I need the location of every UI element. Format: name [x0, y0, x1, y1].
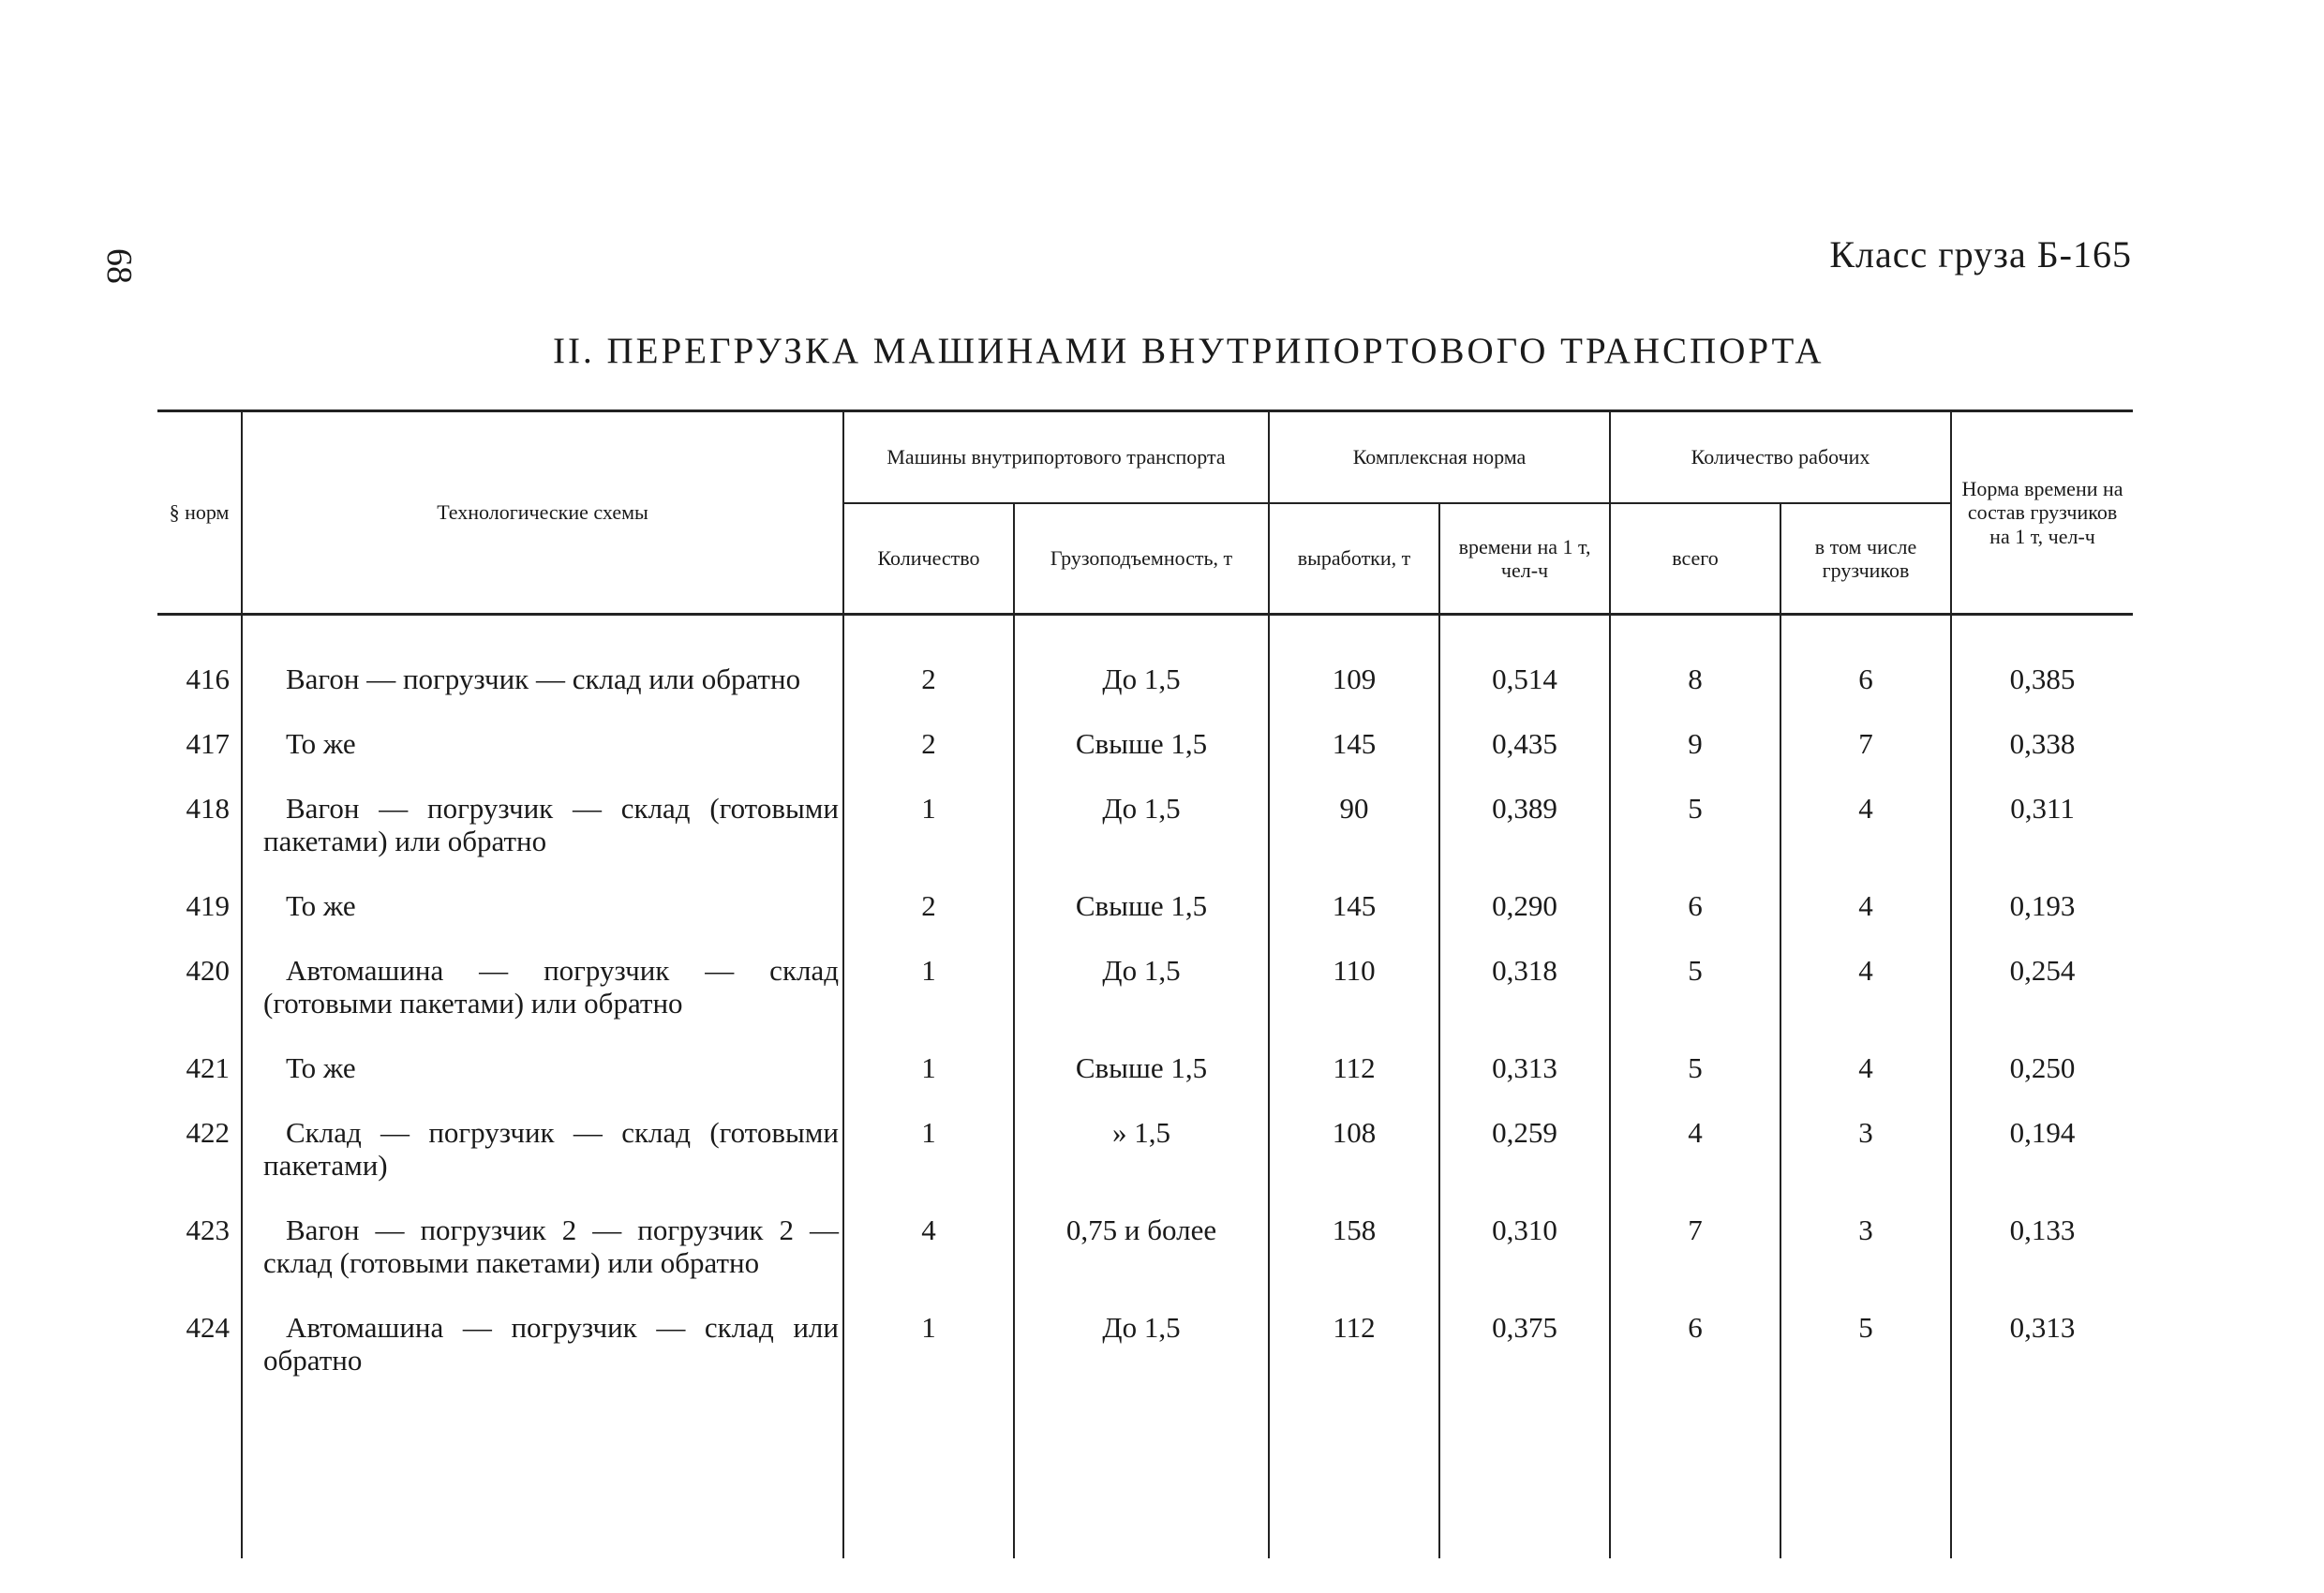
cell-time-norm: 0,133: [1951, 1204, 2133, 1302]
cell-output: 158: [1269, 1204, 1439, 1302]
cell-capacity: До 1,5: [1014, 782, 1269, 880]
cell-capacity: До 1,5: [1014, 1302, 1269, 1399]
header-scheme: Технологические схемы: [242, 411, 843, 615]
cell-scheme: То же: [242, 880, 843, 945]
cell-capacity: До 1,5: [1014, 945, 1269, 1042]
cell-time: 0,435: [1439, 718, 1610, 782]
cell-time-norm: 0,250: [1951, 1042, 2133, 1107]
cell-machines-count: 1: [843, 1302, 1014, 1399]
cell-time: 0,310: [1439, 1204, 1610, 1302]
cell-workers-total: 5: [1610, 945, 1780, 1042]
cell-workers-total: 7: [1610, 1204, 1780, 1302]
cell-machines-count: 1: [843, 782, 1014, 880]
cell-workers-loaders: 4: [1780, 945, 1951, 1042]
header-complex-time: времени на 1 т, чел-ч: [1439, 503, 1610, 615]
cargo-class-label: Класс груза Б-165: [1829, 233, 2132, 275]
cell-time-norm: 0,313: [1951, 1302, 2133, 1399]
cell-time: 0,375: [1439, 1302, 1610, 1399]
header-machines-group: Машины внутрипортового транспорта: [843, 411, 1269, 504]
cell-output: 145: [1269, 880, 1439, 945]
cell-output: 90: [1269, 782, 1439, 880]
cell-workers-loaders: 7: [1780, 718, 1951, 782]
cell-workers-total: 5: [1610, 782, 1780, 880]
cell-output: 112: [1269, 1302, 1439, 1399]
table-row: [157, 782, 2133, 880]
table-row: [157, 1042, 2133, 1107]
cell-time-norm: 0,338: [1951, 718, 2133, 782]
header-machines-count: Количество: [843, 503, 1014, 615]
cell-machines-count: 1: [843, 1042, 1014, 1107]
cell-norm-no: 423: [186, 1213, 230, 1247]
table-row: [157, 1302, 2133, 1399]
cell-workers-total: 8: [1610, 653, 1780, 718]
cell-workers-loaders: 4: [1780, 782, 1951, 880]
cell-workers-total: 4: [1610, 1107, 1780, 1204]
cell-norm-no: 422: [186, 1116, 230, 1150]
cell-output: 110: [1269, 945, 1439, 1042]
header-machines-capacity: Грузоподъемность, т: [1014, 503, 1269, 615]
header-workers-loaders: в том числе грузчиков: [1780, 503, 1951, 615]
cell-capacity: Свыше 1,5: [1014, 880, 1269, 945]
cell-scheme: Автомашина — погрузчик — склад (готовыми пакетами) или обратно: [242, 945, 843, 1042]
header-norm-no: § норм: [157, 411, 242, 615]
cell-time-norm: 0,385: [1951, 653, 2133, 718]
cell-time: 0,313: [1439, 1042, 1610, 1107]
cell-capacity: Свыше 1,5: [1014, 718, 1269, 782]
cell-time: 0,389: [1439, 782, 1610, 880]
table-row: [157, 1204, 2133, 1302]
table-row: [157, 653, 2133, 718]
header-time-norm: Норма времени на состав грузчиков на 1 т, чел-ч: [1951, 411, 2133, 615]
header-complex-norm-group: Комплексная норма: [1269, 411, 1610, 504]
page-number: 68: [99, 248, 139, 284]
cell-workers-loaders: 5: [1780, 1302, 1951, 1399]
cell-time-norm: 0,254: [1951, 945, 2133, 1042]
cell-workers-loaders: 4: [1780, 880, 1951, 945]
cell-workers-loaders: 4: [1780, 1042, 1951, 1107]
cell-workers-total: 9: [1610, 718, 1780, 782]
cell-capacity: Свыше 1,5: [1014, 1042, 1269, 1107]
norms-table: [157, 409, 2133, 1558]
cell-scheme: Вагон — погрузчик — склад или обратно: [242, 653, 843, 718]
cell-norm-no: 420: [186, 954, 230, 988]
cell-time: 0,259: [1439, 1107, 1610, 1204]
cell-output: 112: [1269, 1042, 1439, 1107]
cell-workers-loaders: 3: [1780, 1204, 1951, 1302]
cell-scheme: То же: [242, 1042, 843, 1107]
cell-scheme: Склад — погрузчик — склад (готовыми пакетами): [242, 1107, 843, 1204]
cell-norm-no: 424: [186, 1311, 230, 1345]
cell-output: 108: [1269, 1107, 1439, 1204]
table-row: [157, 1107, 2133, 1204]
header-workers-group: Количество рабочих: [1610, 411, 1951, 504]
cell-norm-no: 417: [186, 727, 230, 761]
cell-scheme: Автомашина — погрузчик — склад или обратно: [242, 1302, 843, 1399]
cell-scheme: То же: [242, 718, 843, 782]
cell-workers-total: 5: [1610, 1042, 1780, 1107]
cell-capacity: До 1,5: [1014, 653, 1269, 718]
header-workers-total: всего: [1610, 503, 1780, 615]
table-row: [157, 880, 2133, 945]
cell-workers-total: 6: [1610, 880, 1780, 945]
cell-machines-count: 2: [843, 880, 1014, 945]
cell-scheme: Вагон — погрузчик 2 — погрузчик 2 — склад (готовыми пакетами) или обратно: [242, 1204, 843, 1302]
cell-norm-no: 416: [186, 663, 230, 695]
cell-output: 145: [1269, 718, 1439, 782]
cell-scheme: Вагон — погрузчик — склад (готовыми пакетами) или обратно: [242, 782, 843, 880]
cell-capacity: » 1,5: [1014, 1107, 1269, 1204]
cell-time: 0,514: [1439, 653, 1610, 718]
cell-workers-loaders: 6: [1780, 653, 1951, 718]
cell-time-norm: 0,194: [1951, 1107, 2133, 1204]
table-row: [157, 945, 2133, 1042]
cell-capacity: 0,75 и более: [1014, 1204, 1269, 1302]
cell-norm-no: 418: [186, 792, 230, 826]
section-title: II. ПЕРЕГРУЗКА МАШИНАМИ ВНУТРИПОРТОВОГО ТРАНСПОРТА: [553, 331, 1825, 371]
cell-machines-count: 2: [843, 718, 1014, 782]
cell-machines-count: 1: [843, 1107, 1014, 1204]
cell-norm-no: 421: [186, 1051, 230, 1085]
cell-workers-loaders: 3: [1780, 1107, 1951, 1204]
cell-machines-count: 1: [843, 945, 1014, 1042]
cell-time-norm: 0,193: [1951, 880, 2133, 945]
cell-machines-count: 2: [843, 653, 1014, 718]
cell-machines-count: 4: [843, 1204, 1014, 1302]
cell-time: 0,318: [1439, 945, 1610, 1042]
cell-output: 109: [1269, 653, 1439, 718]
cell-norm-no: 419: [186, 889, 230, 923]
cell-time: 0,290: [1439, 880, 1610, 945]
cell-workers-total: 6: [1610, 1302, 1780, 1399]
cell-time-norm: 0,311: [1951, 782, 2133, 880]
header-complex-output: выработки, т: [1269, 503, 1439, 615]
table-row: [157, 718, 2133, 782]
